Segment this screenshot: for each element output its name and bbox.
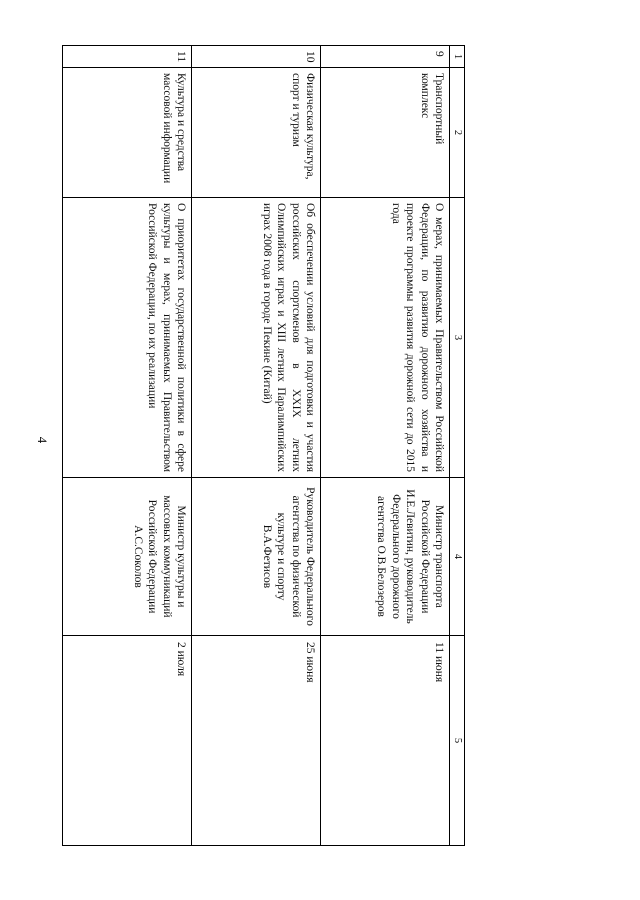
topic-cell: Об обеспечении условий для подготовки и участия российских спортсменов в XXIX летних Олимпийских играх и XIII летних Паралимпийских играх 2008 года в городе Пекине (Китай) [192, 198, 321, 478]
area-cell: Культура и средства массовой информации [63, 68, 192, 198]
header-cell: 3 [450, 198, 465, 478]
responsible-cell: Руководитель Федерального агентства по физической культуре и спорту В.А.Фетисов [192, 478, 321, 636]
schedule-table [62, 45, 465, 846]
table-row [192, 46, 321, 846]
header-cell: 1 [450, 46, 465, 68]
row-number: 11 [63, 46, 192, 68]
topic-cell: О мерах, принимаемых Правительством Российской Федерации, по развитию дорожного хозяйства и проекте программы развития дорожной сети до 2015 года [321, 198, 450, 478]
header-cell: 2 [450, 68, 465, 198]
area-cell: Физическая культура, спорт и туризм [192, 68, 321, 198]
rotated-table-wrapper [75, 45, 465, 845]
responsible-cell: Министр транспорта Российской Федерации И.Е.Левитин, руководитель Федерального дорожного агентства О.В.Белозеров [321, 478, 450, 636]
date-cell: 2 июля [63, 636, 192, 846]
row-number: 9 [321, 46, 450, 68]
table-row [63, 46, 192, 846]
table-row [321, 46, 450, 846]
topic-cell: О приоритетах государственной политики в сфере культуры и мерах, принимаемых Правительством Российской Федерации, по их реализации [63, 198, 192, 478]
responsible-cell: Министр культуры и массовых коммуникаций Российской Федерации А.С.Соколов [63, 478, 192, 636]
date-cell: 11 июня [321, 636, 450, 846]
row-number: 10 [192, 46, 321, 68]
area-cell: Транспортный комплекс [321, 68, 450, 198]
page-number: 4 [35, 436, 50, 444]
header-cell: 5 [450, 636, 465, 846]
date-cell: 25 июня [192, 636, 321, 846]
table-header-row [450, 46, 465, 846]
header-cell: 4 [450, 478, 465, 636]
